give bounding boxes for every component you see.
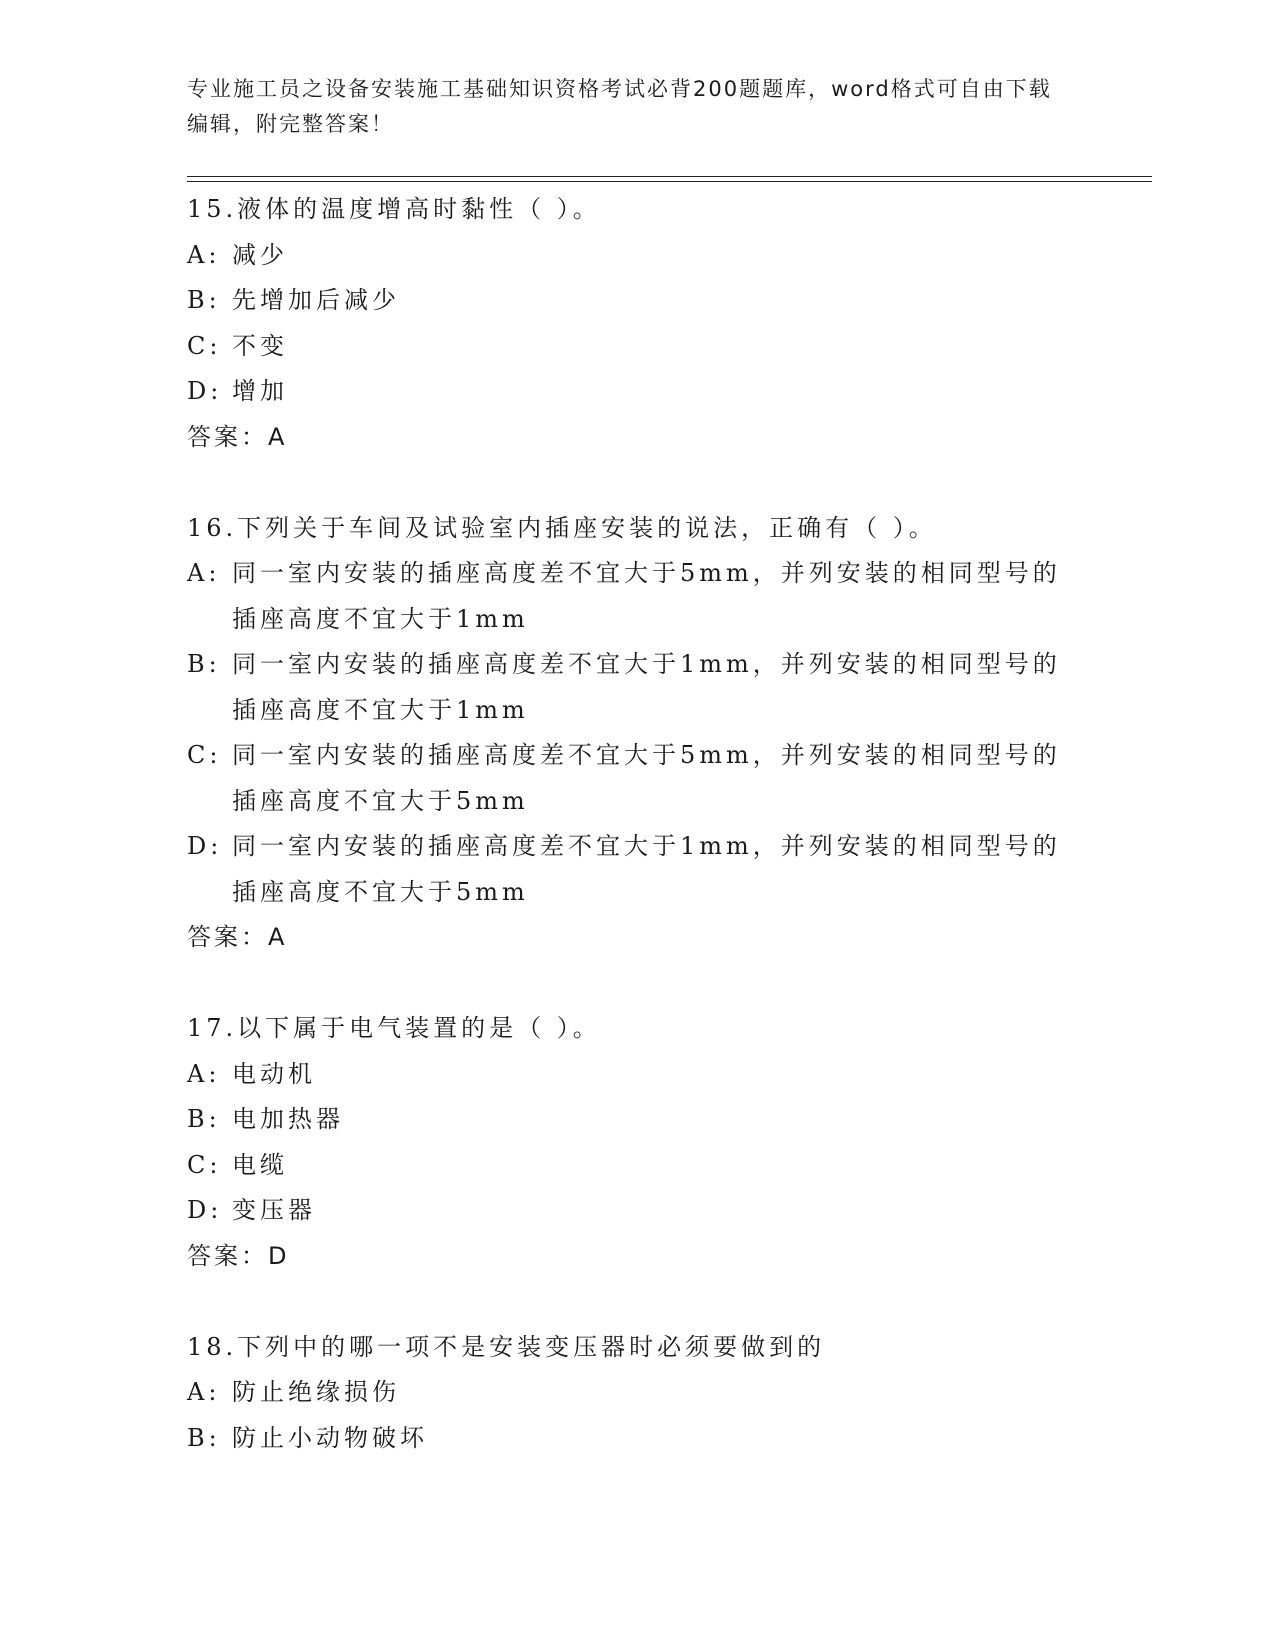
header-divider-bottom (187, 181, 1152, 182)
answer-line (187, 415, 1087, 461)
document-header: 专业施工员之设备安装施工基础知识资格考试必背200题题库，word格式可自由下载编辑，附完整答案！ (187, 77, 1052, 136)
answer-line (187, 1234, 1087, 1280)
option-letter: A: (187, 559, 221, 587)
option-text: 同一室内安装的插座高度差不宜大于5mm，并列安装的相同型号的插座高度不宜大于5mm (232, 741, 1061, 815)
option-text: 同一室内安装的插座高度差不宜大于5mm，并列安装的相同型号的插座高度不宜大于1mm (232, 559, 1061, 633)
option-text: 电加热器 (232, 1105, 344, 1133)
option-letter: A: (187, 240, 221, 269)
header-divider-top (187, 176, 1152, 177)
option-letter: D: (187, 1196, 223, 1224)
option-letter: B: (187, 1105, 221, 1133)
option-letter: C: (187, 741, 222, 769)
answer-value: A (268, 422, 288, 451)
answer-option (187, 642, 1087, 733)
answer-option (187, 369, 1087, 415)
option-letter: D: (187, 832, 223, 860)
answer-option (187, 1097, 1087, 1143)
option-letter: C: (187, 1150, 222, 1179)
answer-label: 答案： (187, 923, 268, 951)
option-text: 同一室内安装的插座高度差不宜大于1mm，并列安装的相同型号的插座高度不宜大于5mm (232, 832, 1061, 906)
option-text: 增加 (232, 377, 288, 405)
answer-option (187, 324, 1087, 370)
option-text: 减少 (232, 240, 288, 269)
question-list (187, 187, 1087, 1461)
option-text: 同一室内安装的插座高度差不宜大于1mm，并列安装的相同型号的插座高度不宜大于1mm (232, 650, 1061, 724)
option-letter: A: (187, 1059, 221, 1088)
question-block (187, 506, 1087, 961)
answer-option (187, 1416, 1087, 1462)
question-stem: 17.以下属于电气装置的是（ ）。 (187, 1014, 601, 1042)
question-block (187, 187, 1087, 460)
answer-option (187, 824, 1087, 915)
question-stem: 16.下列关于车间及试验室内插座安装的说法，正确有（ ）。 (187, 513, 937, 542)
option-letter: D: (187, 377, 223, 405)
option-text: 电动机 (232, 1059, 316, 1088)
answer-value: D (268, 1241, 290, 1270)
answer-label: 答案： (187, 422, 268, 451)
answer-value: A (268, 923, 288, 951)
option-text: 防止小动物破坏 (232, 1423, 428, 1452)
option-letter: B: (187, 1423, 221, 1452)
option-text: 防止绝缘损伤 (232, 1378, 400, 1406)
option-text: 不变 (232, 331, 288, 360)
question-block (187, 1006, 1087, 1279)
option-text: 变压器 (232, 1196, 316, 1224)
option-text: 先增加后减少 (232, 286, 400, 314)
answer-option (187, 1188, 1087, 1234)
answer-option (187, 1143, 1087, 1189)
answer-option (187, 1370, 1087, 1416)
answer-label: 答案： (187, 1241, 268, 1270)
answer-option (187, 733, 1087, 824)
answer-option (187, 233, 1087, 279)
answer-option (187, 551, 1087, 642)
option-letter: A: (187, 1378, 221, 1406)
option-letter: B: (187, 286, 221, 314)
answer-option (187, 278, 1087, 324)
question-stem: 15.液体的温度增高时黏性（ ）。 (187, 195, 601, 223)
question-block (187, 1325, 1087, 1462)
option-text: 电缆 (232, 1150, 288, 1179)
answer-option (187, 1052, 1087, 1098)
option-letter: C: (187, 331, 222, 360)
answer-line (187, 915, 1087, 961)
option-letter: B: (187, 650, 221, 678)
question-stem: 18.下列中的哪一项不是安装变压器时必须要做到的 (187, 1332, 826, 1361)
